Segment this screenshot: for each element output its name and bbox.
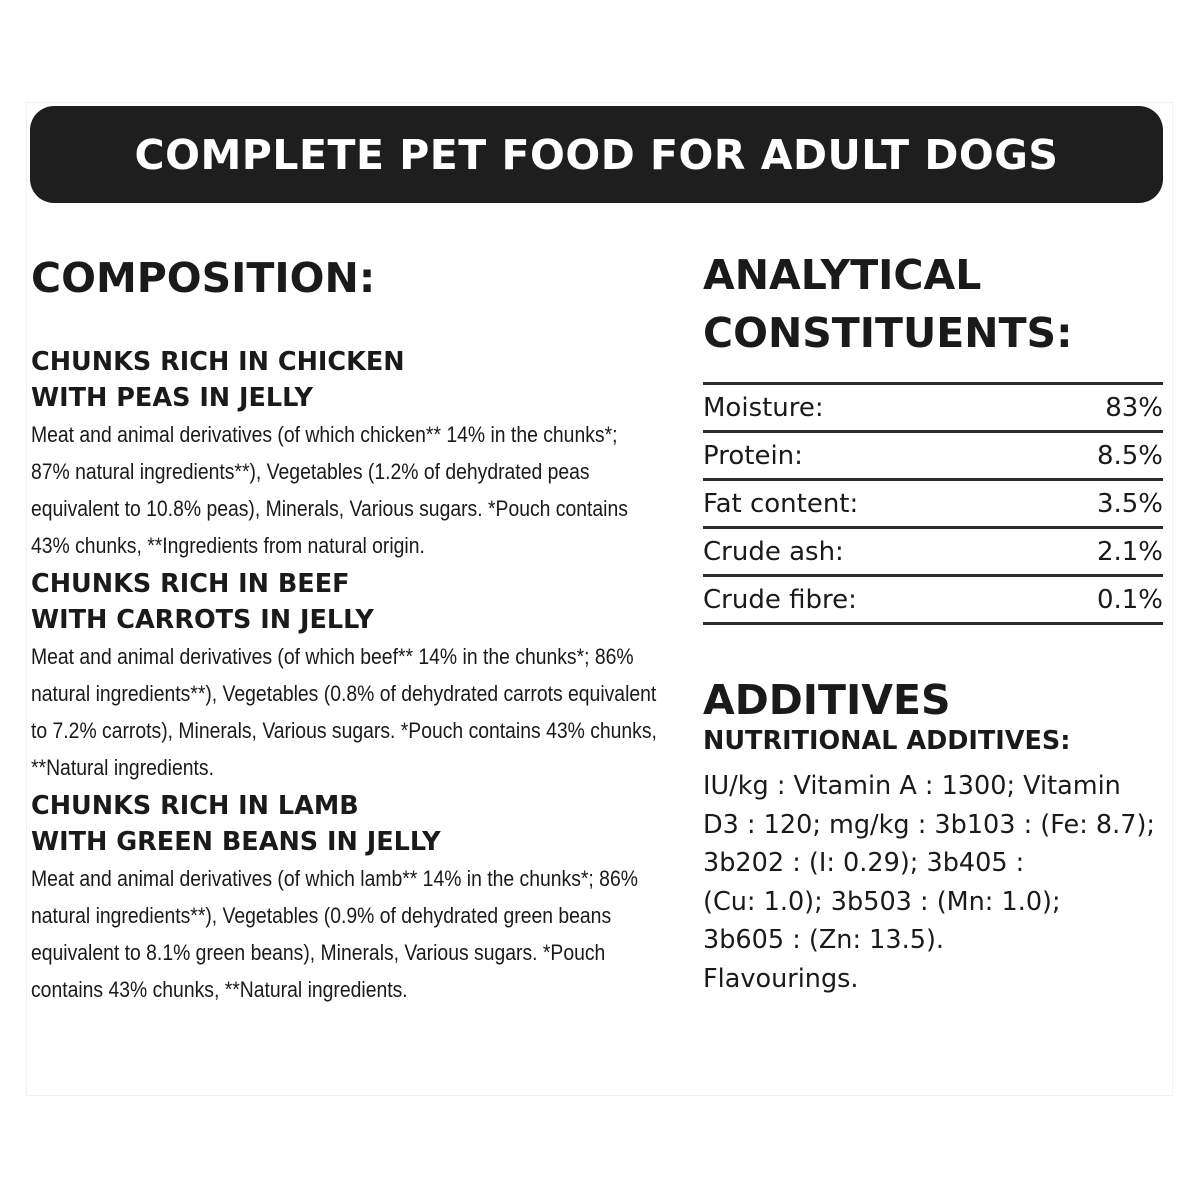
composition-section-chicken	[31, 344, 661, 564]
additives-text	[703, 767, 1173, 998]
table-row	[703, 432, 1163, 480]
additives-line: D3 : 120; mg/kg : 3b103 : (Fe: 8.7);	[703, 809, 1155, 840]
section-title-line: CHUNKS RICH IN BEEF	[31, 569, 350, 600]
section-title-line: CHUNKS RICH IN CHICKEN	[31, 347, 405, 378]
constituent-value: 2.1%	[1026, 528, 1163, 576]
additives-line: 3b605 : (Zn: 13.5).	[703, 925, 944, 955]
additives-line: 3b202 : (I: 0.29); 3b405 :	[703, 848, 1025, 878]
table-row	[703, 480, 1163, 528]
analysis-column	[703, 250, 1173, 998]
section-title-line: CHUNKS RICH IN LAMB	[31, 791, 359, 822]
constituent-value: 83%	[1026, 384, 1163, 432]
table-row	[703, 528, 1163, 576]
constituent-label: Protein:	[703, 432, 1026, 480]
table-row	[703, 384, 1163, 432]
table-row	[703, 576, 1163, 624]
constituent-value: 3.5%	[1026, 480, 1163, 528]
section-ingredients-text: Meat and animal derivatives (of which lamb** 14% in the chunks*; 86% natural ingredients**), Vegetables (0.9% of dehydrated green beans equivalent to 8.1% green beans), Minerals, Various sugars. *Pouch contains 43% chunks, **Natural ingredients.	[31, 866, 638, 1003]
banner-title: COMPLETE PET FOOD FOR ADULT DOGS	[134, 130, 1059, 179]
section-title-line: WITH PEAS IN JELLY	[31, 383, 313, 414]
constituents-table	[703, 382, 1163, 625]
analytical-heading-line1: ANALYTICAL	[703, 251, 982, 299]
nutritional-additives-heading: NUTRITIONAL ADDITIVES:	[703, 726, 1071, 756]
constituent-label: Fat content:	[703, 480, 1026, 528]
composition-section-beef	[31, 566, 661, 786]
analytical-heading-line2: CONSTITUENTS:	[703, 309, 1073, 357]
additives-line: IU/kg : Vitamin A : 1300; Vitamin	[703, 771, 1121, 801]
composition-section-lamb	[31, 788, 661, 1008]
constituent-label: Moisture:	[703, 384, 1026, 432]
additives-line: (Cu: 1.0); 3b503 : (Mn: 1.0);	[703, 886, 1061, 917]
constituent-value: 8.5%	[1026, 432, 1163, 480]
composition-heading: COMPOSITION:	[31, 254, 376, 302]
additives-line: Flavourings.	[703, 963, 859, 994]
constituent-value: 0.1%	[1026, 576, 1163, 624]
section-ingredients-text: Meat and animal derivatives (of which chicken** 14% in the chunks*; 87% natural ingredients**), Vegetables (1.2% of dehydrated peas equivalent to 10.8% peas), Minerals, Various sugars. *Pouch contains 43% chunks, **Ingredients from natural origin.	[31, 422, 628, 559]
analytical-heading	[703, 246, 1173, 362]
title-banner	[30, 106, 1163, 203]
additives-heading: ADDITIVES	[703, 676, 951, 724]
constituent-label: Crude ash:	[703, 528, 1026, 576]
constituent-label: Crude fibre:	[703, 576, 1026, 624]
section-title-line: WITH CARROTS IN JELLY	[31, 605, 374, 636]
section-title-line: WITH GREEN BEANS IN JELLY	[31, 827, 441, 858]
composition-column	[31, 250, 661, 1010]
section-ingredients-text: Meat and animal derivatives (of which beef** 14% in the chunks*; 86% natural ingredients**), Vegetables (0.8% of dehydrated carrots equivalent to 7.2% carrots), Minerals, Various sugars. *Pouch contains 43% chunks, **Natural ingredients.	[31, 644, 657, 781]
